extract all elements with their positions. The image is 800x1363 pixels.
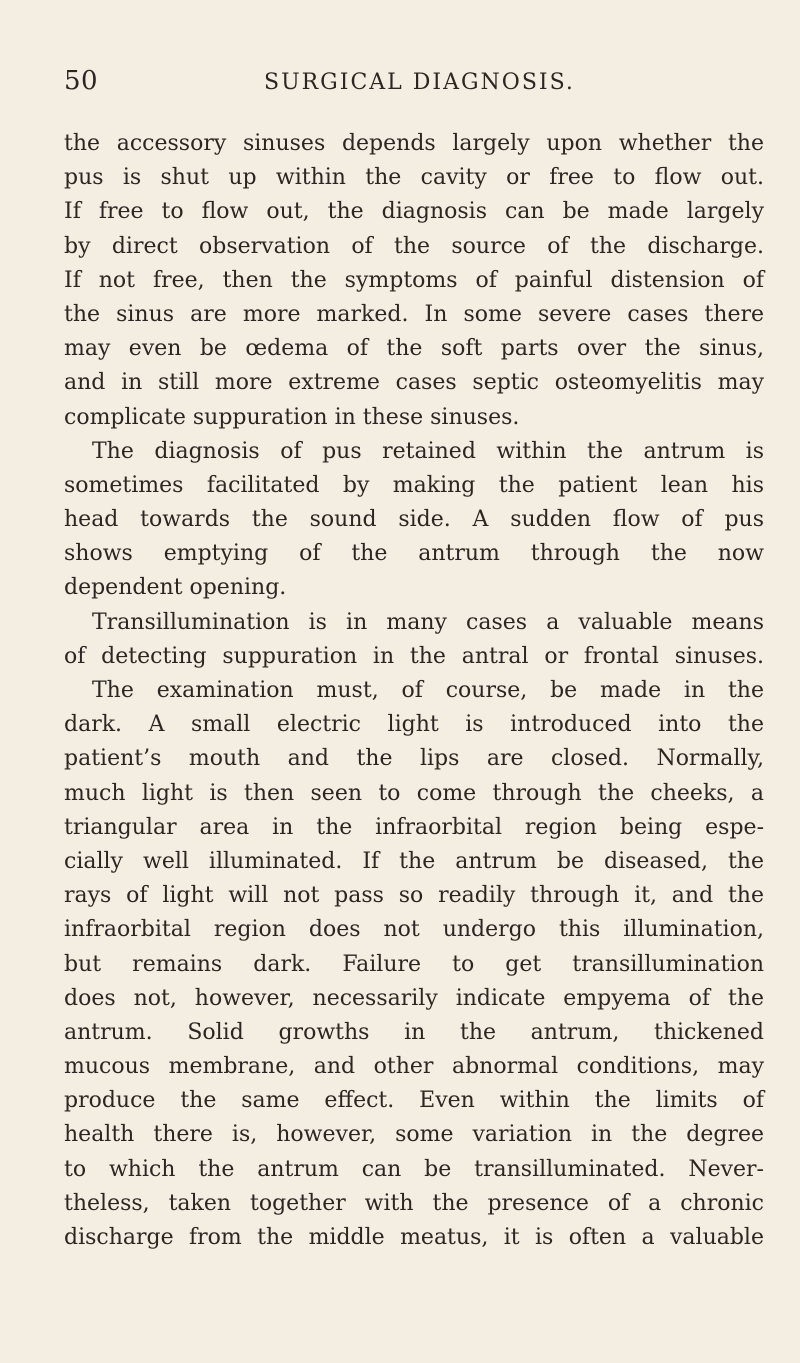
text-line: and in still more extreme cases septic osteomyelitis may [64,370,764,396]
text-line: by direct observation of the source of the discharge. [64,233,764,259]
text-line: discharge from the middle meatus, it is often a valuable [64,1225,764,1250]
text-line: head towards the sound side. A sudden flow of pus [64,507,764,533]
text-line: health there is, however, some variation in the degree [64,1122,764,1148]
text-line: If not free, then the symptoms of painful distension of [64,267,764,293]
text-line: the accessory sinuses depends largely upon whether the [64,131,764,156]
text-line: to which the antrum can be transilluminated. Never- [64,1156,764,1182]
text-line: mucous membrane, and other abnormal conditions, may [64,1054,764,1080]
text-line: cially well illuminated. If the antrum be diseased, the [64,848,764,874]
text-line: triangular area in the infraorbital region being espe- [64,814,764,840]
page-number: 50 [64,66,99,96]
text-line: The examination must, of course, be made in the [92,678,764,703]
text-line: The diagnosis of pus retained within the antrum is [92,438,764,464]
text-line: of detecting suppuration in the antral or frontal sinuses. [64,643,764,669]
text-line: produce the same effect. Even within the limits of [64,1088,764,1114]
text-line: does not, however, necessarily indicate empyema of the [64,985,764,1011]
text-line: the sinus are more marked. In some severe cases there [64,301,764,327]
text-line: much light is then seen to come through the cheeks, a [64,780,764,806]
text-line: antrum. Solid growths in the antrum, thickened [64,1019,764,1045]
text-line: pus is shut up within the cavity or free to flow out. [64,165,764,191]
text-line: If free to flow out, the diagnosis can be made largely [64,199,764,225]
text-line: patient’s mouth and the lips are closed. Normally, [64,746,764,772]
text-line: may even be œdema of the soft parts over the sinus, [64,336,764,362]
running-title: SURGICAL DIAGNOSIS. [264,70,575,95]
body-text [64,127,764,1255]
text-line: shows emptying of the antrum through the now [64,541,764,567]
text-line: dark. A small electric light is introduced into the [64,712,764,738]
text-line: theless, taken together with the presence of a chronic [64,1190,764,1216]
running-head [64,66,764,106]
text-line: rays of light will not pass so readily through it, and the [64,883,764,909]
text-line: Transillumination is in many cases a valuable means [92,609,764,635]
text-line: sometimes facilitated by making the patient lean his [64,472,764,498]
text-line: but remains dark. Failure to get transillumination [64,951,764,977]
text-line: complicate suppuration in these sinuses. [64,404,520,430]
text-line: dependent opening. [64,575,287,601]
text-line: infraorbital region does not undergo this illumination, [64,917,764,943]
